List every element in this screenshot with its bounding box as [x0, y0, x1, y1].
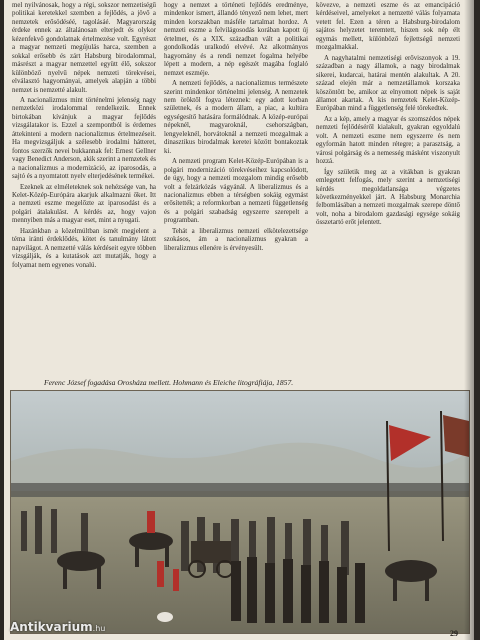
figure-caption: Ferenc József fogadása Orosháza mellett. Hohmann és Eleiche litográfiája, 1857. — [44, 378, 294, 387]
paragraph: kövezve, a nemzeti eszme és az emancipáció kérdéseivel, amelyeket a nemzetté válás folyamata vetett fel. Ezen a téren a Habsburg-birodalom sajátos helyzetet teremtett, hiszen sok nép élt egymás mellett, különböző fejlettségű nemzeti mozgalmakkal. — [316, 2, 460, 52]
article-column-2 — [164, 2, 308, 374]
lithograph-scene — [11, 391, 469, 633]
paragraph: A nemzeti program Kelet-Közép-Európában is a polgári modernizáció törekvéseihez kapcsolódott, de úgy, hogy a nemzeti mozgalom mindig erősebb volt a felzárkózás vágyánál. A liberalizmus és a nacionalizmus ebben a térségben sokáig egymást erősítették; a reformkorban a nemzeti függetlenség és a polgári szabadság egyszerre szerepelt a programban. — [164, 158, 308, 225]
paragraph: A nacionalizmus mint történelmi jelenség nagy nemzetközi irodalommal rendelkezik. Ennek birtokában kívánjuk a magyar fejlődés vizsgálatakor is. Ezzel a szempontból is érdemes áttekinteni a modern nacionalizmus értelmezéseit. Ha megvizsgáljuk a szélesebb irodalmi hátteret, fontos szerzők nevei bukkannak fel: Ernest Gellner vagy Benedict Anderson, akik szerint a nemzetek és a nacionalizmus a modernizáció, az iparosodás, a sajtó és a nyomtatott nyelv elterjedésének termékei. — [12, 96, 156, 181]
distant-crowd — [11, 483, 469, 497]
paragraph: Ezeknek az elméleteknek sok nehézsége van, ha Kelet-Közép-Európára akarjuk alkalmazni őket. Itt a nemzeti eszme megelőzte az iparosodást és a polgári átalakulást. A kérdés az, hogy vajon mennyiben más a magyar eset, mint a nyugati. — [12, 183, 156, 225]
lithograph-illustration — [10, 390, 470, 634]
paragraph: mel nyilvánosak, hogy a régi, sokszor nemzetiségű politikai keretekkel szemben a fejlődés, a jövő a nemzetek erősödéséé, tagolásáé. Magyarország érdeke ennek az általánosan elterjedt és olykor kézenfekvő gondolatnak értelmezése volt. Egyrészt a magyar nemzeti megújulás harca, szemben a sokkal erősebb és zárt Habsburg birodalommal, másrészt a magyar nemzettel együtt élő, sokszor különböző nyelvű népek nemzeti törekvései, elválasztó hagyományai, amelyek alapján a többi nemzet is nemzetté alakult. — [12, 2, 156, 94]
paragraph: Az a kép, amely a magyar és szomszédos népek nemzeti fejlődéséről kialakult, gyakran egyoldalú volt. A nemzeti eszme nem egyszerre és nem egyformán hatott minden rétegre; a parasztság, a városi polgárság és a nemesség másként viszonyult hozzá. — [316, 115, 460, 166]
article-column-1 — [12, 2, 156, 374]
white-dog — [157, 612, 173, 622]
paragraph: A nemzeti fejlődés, a nacionalizmus természete szerint mindenkor történelmi jelenség. A nemzetek nem öröktől fogva léteznek: egy adott korban születnek, és a modern állam, a piac, a kultúra egységesítő hatására formálódnak. A közép-európai népeknél, magyaroknál, csehországban, lengyeleknél, horvátoknál a nemzeti mozgalmak a dinasztikus birodalmak keretei között bontakoztak ki. — [164, 80, 308, 155]
watermark-main: Antikvarium — [10, 620, 93, 634]
article-columns — [12, 2, 460, 374]
paragraph: Így születik meg az a vitákban is gyakran emlegetett felfogás, mely szerint a nemzetiségi kérdés megoldatlansága végzetes következményekkel járt. A Habsburg Monarchia felbomlásában a nemzeti mozgalmak szerepe döntő volt, noha a birodalom gazdasági egysége sokáig összetartó erőt jelentett. — [316, 168, 460, 227]
paragraph: hogy a nemzet a történeti fejlődés eredménye, mindenkor ismert, állandó tényező nem lehet, mert minden korszakban másféle tartalmat hordoz. A nemzeti eszme a felvilágosodás korában kapott új értelmet, és a XIX. században vált a politikai gondolkodás uralkodó elvévé. Az alkotmányos hagyomány és a rendi nemzet fogalma helyébe lépett a modern, a nép egészét magába foglaló nemzet eszméje. — [164, 2, 308, 77]
paragraph: A nagyhatalmi nemzetiségi erőviszonyok a 19. században a nagy államok, a nagy birodalmak sikerei, kudarcai, határai mentén alakultak. A 20. század elején már a nemzetállamok korszaka köszöntött be, amikor az elnyomott népek is saját államot akartak. A kis nemzetek Kelet-Közép-Európában mind a függetlenség felé törekedtek. — [316, 54, 460, 113]
page-edge-shadow — [464, 0, 474, 640]
page-number: 29 — [450, 629, 458, 638]
paragraph: Hazánkban a közelmúltban ismét megjelent a téma iránti érdeklődés, kötet és tanulmány látott napvilágot. A nemzetté válás kérdéseit egyre többen vizsgálják, és a kutatások azt mutatják, hogy a folyamat nem egyenes vonalú. — [12, 227, 156, 269]
article-column-3 — [316, 2, 460, 374]
watermark-domain: .hu — [92, 624, 106, 633]
magazine-page — [4, 0, 474, 640]
paragraph: Tehát a liberalizmus nemzeti elkötelezettsége szokásos, ám a nacionalizmus gyakran a liberalizmus ellenére is érvényesült. — [164, 227, 308, 252]
watermark — [10, 620, 105, 634]
